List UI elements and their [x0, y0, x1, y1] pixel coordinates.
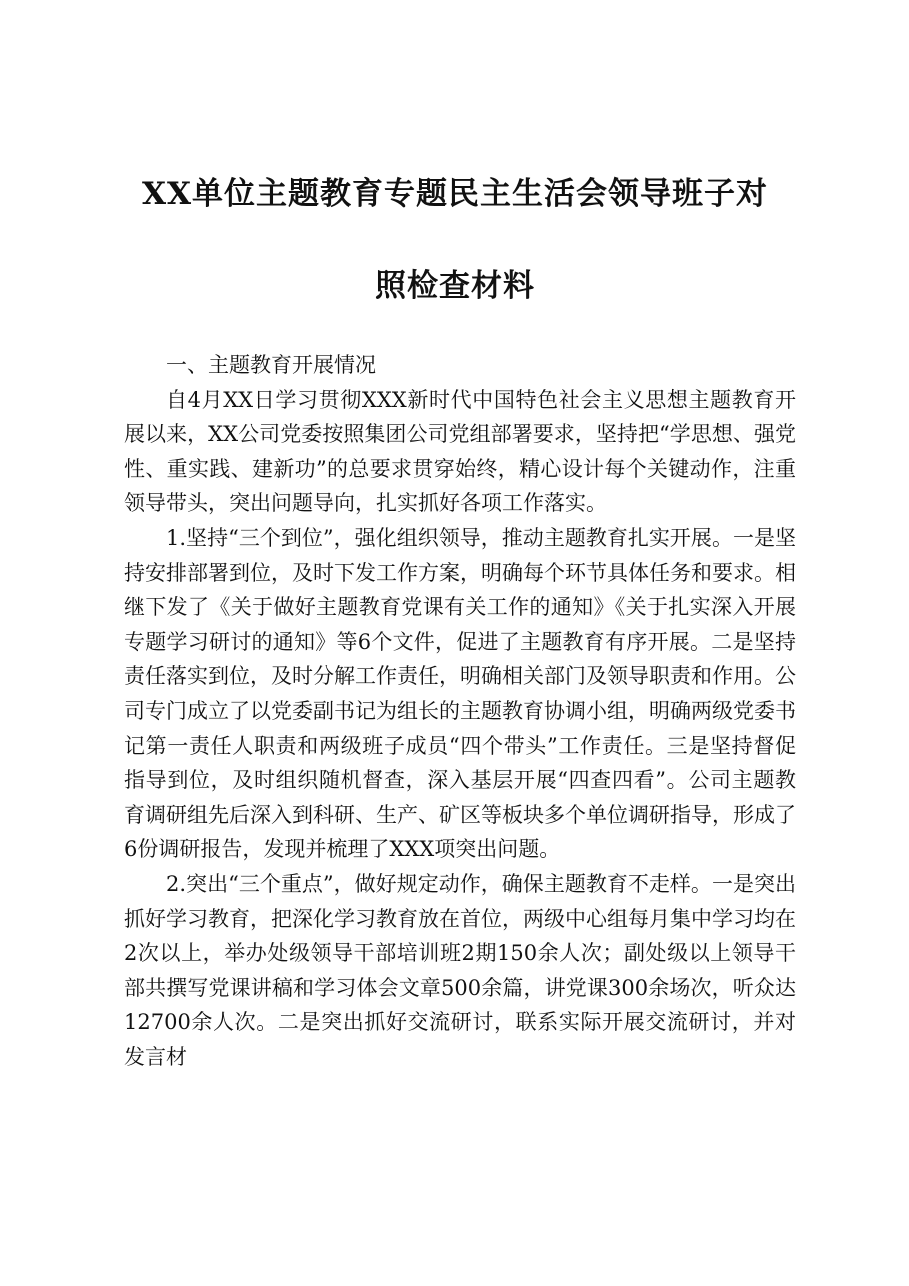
document-title-line-2: 照检查材料: [375, 268, 535, 304]
document-title-line-1: XX单位主题教育专题民主生活会领导班子对: [141, 176, 769, 212]
body-paragraph-intro: 自4月XX日学习贯彻XXX新时代中国特色社会主义思想主题教育开展以来，XX公司党委按照集团公司党组部署要求，坚持把“学思想、强党性、重实践、建新功”的总要求贯穿始终，精心设计每个关键动作，注重领导带头，突出问题导向，扎实抓好各项工作落实。: [124, 387, 796, 516]
body-paragraph-1: 1.坚持“三个到位”，强化组织领导，推动主题教育扎实开展。一是坚持安排部署到位，及时下发工作方案，明确每个环节具体任务和要求。相继下发了《关于做好主题教育党课有关工作的通知》《关于扎实深入开展专题学习研讨的通知》等6个文件，促进了主题教育有序开展。二是坚持责任落实到位，及时分解工作责任，明确相关部门及领导职责和作用。公司专门成立了以党委副书记为组长的主题教育协调小组，明确两级党委书记第一责任人职责和两级班子成员“四个带头”工作责任。三是坚持督促指导到位，及时组织随机督查，深入基层开展“四查四看”。公司主题教育调研组先后深入到科研、生产、矿区等板块多个单位调研指导，形成了6份调研报告，发现并梳理了XXX项突出问题。: [124, 525, 796, 862]
body-paragraph-2: 2.突出“三个重点”，做好规定动作，确保主题教育不走样。一是突出抓好学习教育，把深化学习教育放在首位，两级中心组每月集中学习均在2次以上，举办处级领导干部培训班2期150余人次；副处级以上领导干部共撰写党课讲稿和学习体会文章500余篇，讲党课300余场次，听众达12700余人次。二是突出抓好交流研讨，联系实际开展交流研讨，并对发言材: [124, 871, 796, 1069]
document-body: [124, 348, 796, 1074]
section-heading: 一、主题教育开展情况: [166, 353, 376, 377]
